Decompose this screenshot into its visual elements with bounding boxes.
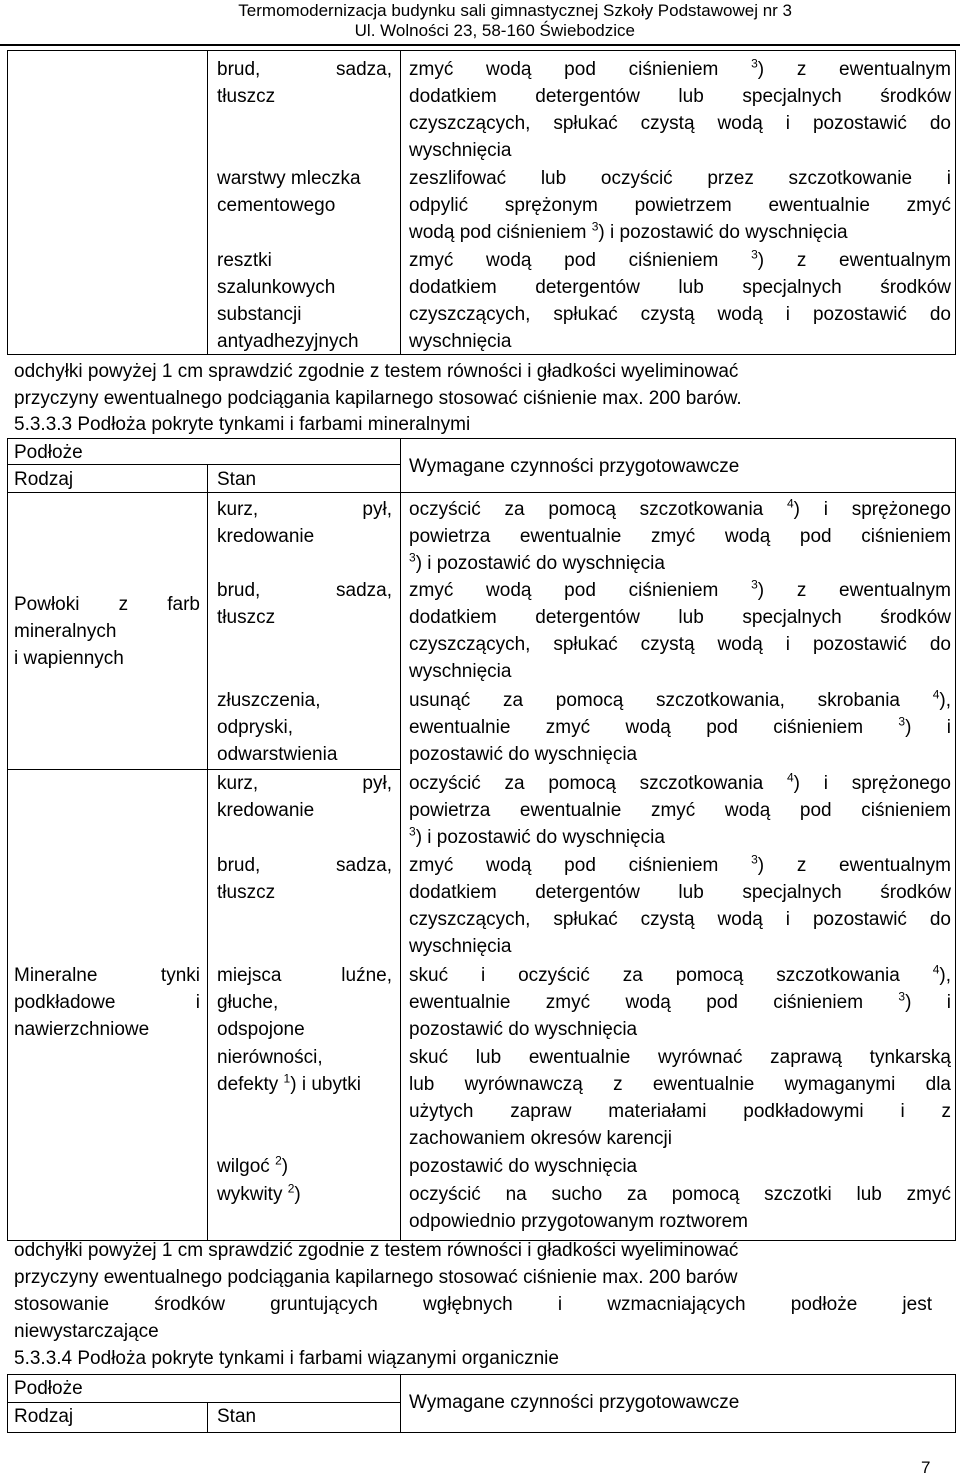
action-cell: dodatkiem detergentów lub specjalnych środków [409,277,951,298]
action-cell: skuć i oczyścić za pomocą szczotkowania $^4$), [409,962,951,986]
state-cell: odwarstwienia [217,744,338,765]
group-label: podkładowe i [14,992,200,1013]
state-cell: antyadhezyjnych [217,331,359,352]
action-cell: wyschnięcia [409,331,512,352]
action-cell: oczyścić na sucho za pomocą szczotki lub zmyć [409,1184,951,1205]
header-podloze: Podłoże [14,1378,83,1399]
header-wymagane: Wymagane czynności przygotowawcze [409,1392,740,1413]
state-cell: złuszczenia, [217,690,321,711]
state-cell: cementowego [217,195,336,216]
action-cell: lub wyrównawczą z ewentualnie wymaganymi dla [409,1074,951,1095]
group-label: Powłoki z farb [14,594,200,615]
action-cell: zmyć wodą pod ciśnieniem $^3$) z ewentualnym [409,247,951,271]
action-cell: zmyć wodą pod ciśnieniem $^3$) z ewentualnym [409,577,951,601]
group-label: nawierzchniowe [14,1019,150,1040]
action-cell: wodą pod ciśnieniem $^3$) i pozostawić do wyschnięcia [409,219,848,243]
note-line: stosowanie środków gruntujących wgłębnych i wzmacniających podłoże jest [14,1294,932,1315]
action-cell: dodatkiem detergentów lub specjalnych środków [409,607,951,628]
header-stan: Stan [217,1406,257,1427]
action-cell: pozostawić do wyschnięcia [409,1156,638,1177]
state-cell: kredowanie [217,526,315,547]
state-cell: kurz, pył, [217,773,392,794]
note-line: odchyłki powyżej 1 cm sprawdzić zgodnie z testem równości i gładkości wyeliminować [14,1240,739,1261]
state-cell: tłuszcz [217,607,276,628]
action-cell: dodatkiem detergentów lub specjalnych środków [409,882,951,903]
section-heading: 5.3.3.3 Podłoża pokryte tynkami i farbami mineralnymi [14,414,471,435]
state-cell: odspojone [217,1019,305,1040]
action-cell: zeszlifować lub oczyścić przez szczotkowanie i [409,168,951,189]
state-cell: miejsca luźne, [217,965,392,986]
state-cell: kurz, pył, [217,499,392,520]
header-wymagane: Wymagane czynności przygotowawcze [409,456,740,477]
header-podloze: Podłoże [14,442,83,463]
action-cell: odpowiednio przygotowanym roztworem [409,1211,748,1232]
note-line: odchyłki powyżej 1 cm sprawdzić zgodnie z testem równości i gładkości wyeliminować [14,361,739,382]
action-cell: zmyć wodą pod ciśnieniem $^3$) z ewentualnym [409,852,951,876]
action-cell: czyszczących, spłukać czystą wodą i pozostawić do [409,113,951,134]
action-cell: oczyścić za pomocą szczotkowania $^4$) i sprężonego [409,496,952,520]
group-label: mineralnych [14,621,117,642]
action-cell: pozostawić do wyschnięcia [409,744,638,765]
state-cell: warstwy mleczka [217,168,361,189]
header-rule [0,44,960,46]
header-rodzaj: Rodzaj [14,469,74,490]
action-cell: oczyścić za pomocą szczotkowania $^4$) i sprężonego [409,770,952,794]
state-cell: wykwity $^2$) [217,1181,301,1205]
header-rodzaj: Rodzaj [14,1406,74,1427]
state-cell: tłuszcz [217,86,276,107]
state-cell: resztki [217,250,272,271]
note-line: niewystarczające [14,1321,159,1342]
section-heading: 5.3.3.4 Podłoża pokryte tynkami i farbami wiązanymi organicznie [14,1348,559,1369]
action-cell: czyszczących, spłukać czystą wodą i pozostawić do [409,634,951,655]
action-cell: zachowaniem okresów karencji [409,1128,672,1149]
state-cell: odpryski, [217,717,294,738]
state-cell: brud, sadza, [217,59,392,80]
action-cell: czyszczących, spłukać czystą wodą i pozostawić do [409,304,951,325]
action-cell: $^3$) i pozostawić do wyschnięcia [409,824,665,848]
action-cell: powietrza ewentualnie zmyć wodą pod ciśnieniem [409,800,951,821]
action-cell: użytych zapraw materiałami podkładowymi i z [409,1101,951,1122]
state-cell: kredowanie [217,800,315,821]
action-cell: $^3$) i pozostawić do wyschnięcia [409,550,665,574]
note-line: przyczyny ewentualnego podciągania kapilarnego stosować ciśnienie max. 200 barów [14,1267,738,1288]
state-cell: brud, sadza, [217,580,392,601]
group-label: Mineralne tynki [14,965,200,986]
action-cell: ewentualnie zmyć wodą pod ciśnieniem $^3$) i [409,714,951,738]
page-number: 7 [921,1458,931,1477]
action-cell: pozostawić do wyschnięcia [409,1019,638,1040]
state-cell: nierówności, [217,1047,323,1068]
action-cell: zmyć wodą pod ciśnieniem $^3$) z ewentualnym [409,56,951,80]
state-cell: defekty $^1$) i ubytki [217,1071,361,1095]
state-cell: głuche, [217,992,279,1013]
action-cell: dodatkiem detergentów lub specjalnych środków [409,86,951,107]
action-cell: ewentualnie zmyć wodą pod ciśnieniem $^3$) i [409,989,951,1013]
action-cell: wyschnięcia [409,140,512,161]
action-cell: wyschnięcia [409,936,512,957]
action-cell: czyszczących, spłukać czystą wodą i pozostawić do [409,909,951,930]
state-cell: substancji [217,304,302,325]
state-cell: szalunkowych [217,277,336,298]
action-cell: powietrza ewentualnie zmyć wodą pod ciśnieniem [409,526,951,547]
state-cell: wilgoć $^2$) [217,1153,289,1177]
action-cell: skuć lub ewentualnie wyrównać zaprawą tynkarską [409,1047,951,1068]
header-title: Termomodernizacja budynku sali gimnastycznej Szkoły Podstawowej nr 3 [238,1,792,20]
state-cell: brud, sadza, [217,855,392,876]
state-cell: tłuszcz [217,882,276,903]
header-address: Ul. Wolności 23, 58-160 Świebodzice [354,21,635,40]
group-label: i wapiennych [14,648,124,669]
action-cell: usunąć za pomocą szczotkowania, skrobania $^4$), [409,687,951,711]
action-cell: wyschnięcia [409,661,512,682]
action-cell: odpylić sprężonym powietrzem ewentualnie zmyć [409,195,951,216]
note-line: przyczyny ewentualnego podciągania kapilarnego stosować ciśnienie max. 200 barów. [14,388,742,409]
header-stan: Stan [217,469,257,490]
